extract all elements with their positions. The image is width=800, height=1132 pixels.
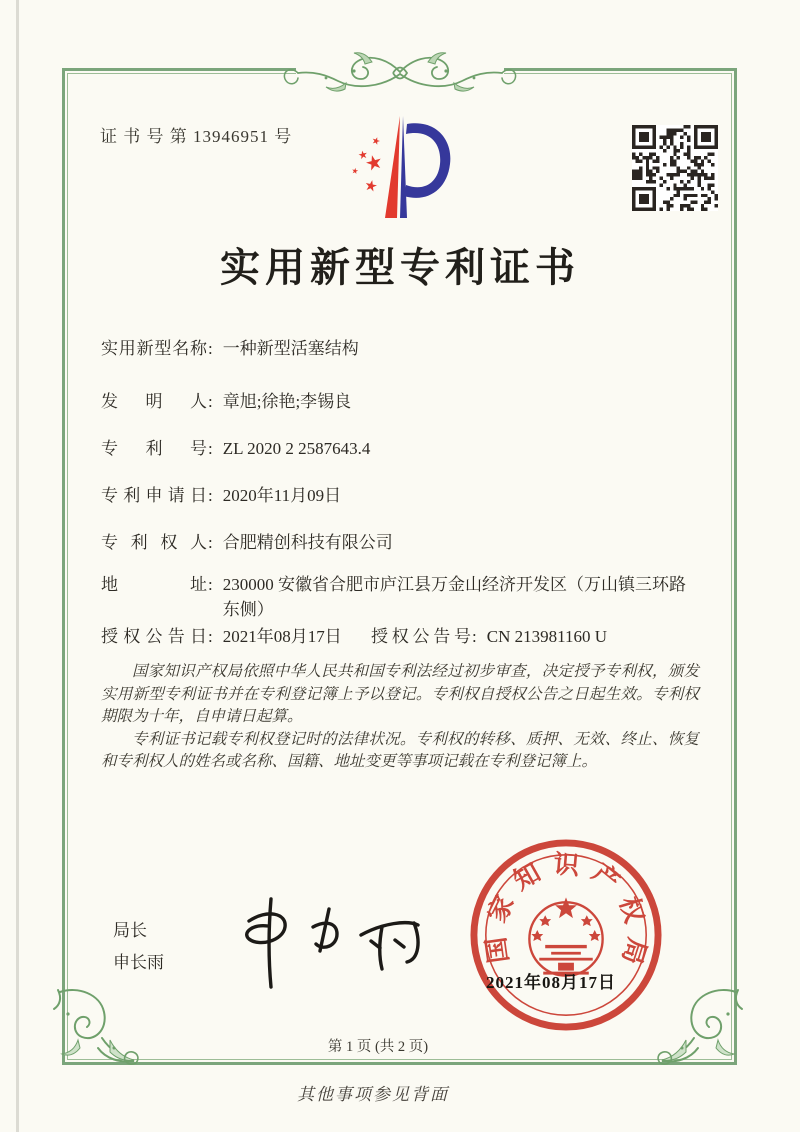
field-colon: :	[208, 575, 213, 594]
field-colon: :	[208, 339, 213, 358]
legal-paragraph-1: 国家知识产权局依照中华人民共和国专利法经过初步审查，决定授予专利权，颁发实用新型专利证书并在专利登记簿上予以登记。专利权自授权公告之日起生效。专利权期限为十年，自申请日起算。	[101, 663, 699, 726]
top-border-ornament-icon	[278, 41, 522, 105]
field-grant-row	[101, 624, 701, 649]
bottom-right-corner-ornament-icon	[656, 988, 748, 1072]
qr-code	[632, 125, 718, 211]
field-label: 专利号	[101, 439, 207, 458]
field-colon: :	[208, 439, 213, 458]
field-value: 230000 安徽省合肥市庐江县万金山经济开发区（万山镇三环路东侧）	[222, 575, 686, 619]
field-filing-date	[101, 483, 701, 508]
field-patentee	[101, 530, 701, 555]
field-value: ZL 2020 2 2587643.4	[222, 439, 371, 458]
field-colon: :	[208, 627, 213, 646]
certificate-title: 实用新型专利证书	[220, 245, 580, 290]
field-value: 2021年08月17日	[222, 627, 342, 646]
field-value: 一种新型活塞结构	[222, 339, 359, 358]
certificate-number: 证 书 号 第 13946951 号	[100, 127, 293, 146]
field-value: 2020年11月09日	[222, 486, 342, 505]
field-colon: :	[208, 392, 213, 411]
back-side-note: 其他事项参见背面	[297, 1085, 449, 1104]
field-value: 章旭;徐艳;李锡良	[222, 392, 352, 411]
field-label: 发明人	[101, 392, 207, 411]
field-label: 授权公告日	[101, 627, 207, 646]
field-label: 地址	[101, 575, 207, 594]
field-value: 合肥精创科技有限公司	[222, 533, 393, 552]
bottom-left-corner-ornament-icon	[48, 988, 140, 1072]
commissioner-role-label: 局长	[113, 921, 147, 940]
field-grant-number	[371, 624, 607, 649]
legal-paragraph-2: 专利证书记载专利权登记时的法律状况。专利权的转移、质押、无效、终止、恢复和专利权人的姓名或名称、国籍、地址变更等事项记载在专利登记簿上。	[101, 730, 699, 771]
field-label: 专利申请日	[101, 486, 207, 505]
field-value: CN 213981160 U	[486, 627, 607, 646]
field-grant-date	[101, 624, 342, 649]
legal-text	[101, 661, 699, 774]
seal-ring-text: 国家知识产权局	[479, 849, 653, 979]
commissioner-name-label: 申长雨	[113, 953, 164, 972]
field-utility-model-name	[101, 336, 701, 361]
field-inventor	[101, 389, 701, 414]
national-emblem-icon	[529, 897, 602, 975]
scan-edge-shadow	[16, 0, 19, 1132]
field-colon: :	[208, 533, 213, 552]
commissioner-signature	[233, 893, 433, 993]
field-label: 实用新型名称	[101, 339, 207, 358]
page-number: 第 1 页 (共 2 页)	[327, 1039, 429, 1055]
official-seal	[467, 836, 665, 1034]
field-patent-number	[101, 436, 701, 461]
seal-date: 2021年08月17日	[486, 973, 616, 992]
cnipa-logo	[340, 116, 460, 220]
field-colon: :	[472, 627, 477, 646]
field-address	[101, 572, 701, 622]
field-label: 授权公告号	[371, 627, 471, 646]
field-colon: :	[208, 486, 213, 505]
field-label: 专利权人	[101, 533, 207, 552]
